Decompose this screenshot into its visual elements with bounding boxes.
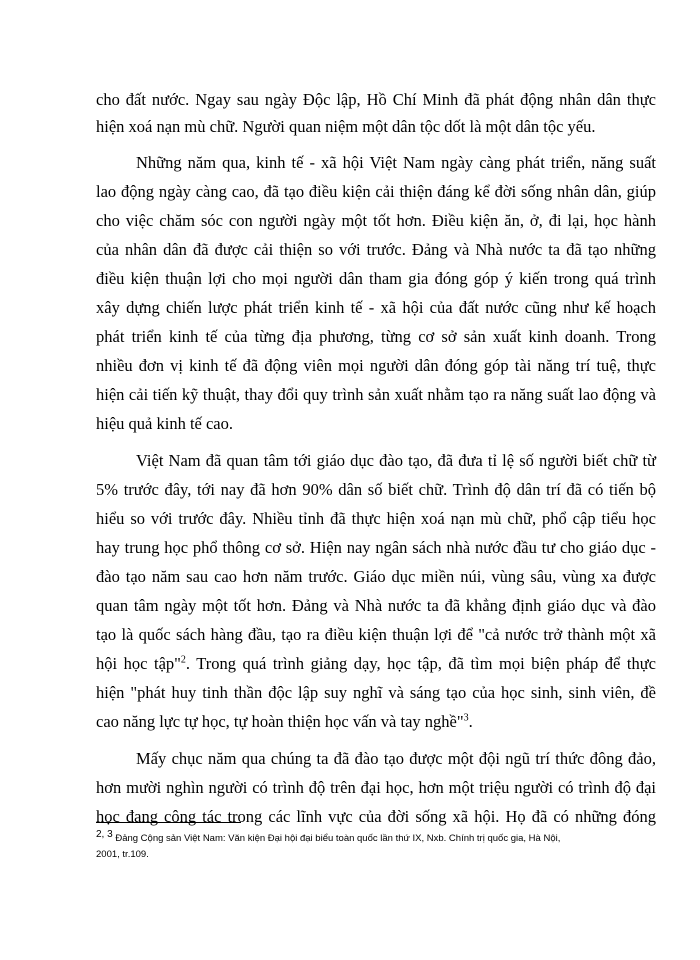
footnote-marks: 2, 3: [96, 828, 113, 840]
body-line: điều kiện thuận lợi cho mọi người dân tham gia đóng góp ý kiến trong quá trình: [96, 269, 656, 288]
body-line-part: .: [468, 712, 473, 731]
body-line: lao động ngày càng cao, đã tạo điều kiện cải thiện đáng kể đời sống nhân dân, giúp: [96, 182, 656, 201]
body-line: hơn mười nghìn người có trình độ trên đại học, hơn một triệu người có trình độ đại: [96, 778, 656, 797]
body-line: xây dựng chiến lược phát triển kinh tế - xã hội của đất nước cũng như kế hoạch: [96, 298, 656, 317]
footnote-divider: [96, 822, 241, 823]
body-line: hiện cải tiến kỹ thuật, thay đổi quy trình sản xuất nhằm tạo ra năng suất lao động và: [96, 385, 656, 404]
body-line: hiện xoá nạn mù chữ. Người quan niệm một dân tộc dốt là một dân tộc yếu.: [96, 117, 596, 136]
body-line: hiểu so với trước đây. Nhiều tỉnh đã thực hiện xoá nạn mù chữ, phổ cập tiểu học: [96, 509, 656, 528]
body-line: tạo là quốc sách hàng đầu, tạo ra điều kiện thuận lợi để "cả nước trở thành một xã: [96, 625, 656, 644]
body-line: 5% trước đây, tới nay đã hơn 90% dân số biết chữ. Trình độ dân trí đã có tiến bộ: [96, 480, 656, 499]
footnote-text: Đảng Cộng sản Việt Nam: Văn kiện Đại hội đại biểu toàn quốc lần thứ IX, Nxb. Chính trị quốc gia, Hà Nội,: [115, 833, 561, 844]
body-line-part: hội học tập": [96, 654, 181, 673]
footnote-line: [96, 828, 656, 845]
footnote-ref: 2: [180, 654, 186, 666]
body-line: Mấy chục năm qua chúng ta đã đào tạo được một đội ngũ trí thức đông đảo,: [136, 749, 656, 768]
body-line-part: cao năng lực tự học, tự hoàn thiện học vấn và tay nghề": [96, 712, 464, 731]
footnote-line: 2001, tr.109.: [96, 849, 149, 860]
body-line: [96, 654, 656, 674]
body-line: đào tạo năm sau cao hơn năm trước. Giáo dục miền núi, vùng sâu, vùng xa được: [96, 567, 656, 586]
body-line: nhiều đơn vị kinh tế đã động viên mọi người dân đóng góp tài năng trí tuệ, thực: [96, 356, 656, 375]
body-line: [96, 712, 656, 732]
body-line: học đang công tác trong các lĩnh vực của đời sống xã hội. Họ đã có những đóng: [96, 807, 656, 826]
body-line: phát triển kinh tế của từng địa phương, từng cơ sở sản xuất kinh doanh. Trong: [96, 327, 656, 346]
body-line: hiệu quả kinh tế cao.: [96, 414, 233, 433]
body-line: quan tâm ngày một tốt hơn. Đảng và Nhà nước ta đã khẳng định giáo dục và đào: [96, 596, 656, 615]
body-line: Việt Nam đã quan tâm tới giáo dục đào tạo, đã đưa tỉ lệ số người biết chữ từ: [136, 451, 656, 470]
body-line-part: . Trong quá trình giảng dạy, học tập, đã tìm mọi biện pháp để thực: [185, 654, 656, 673]
body-line: cho việc chăm sóc con người ngày một tốt hơn. Điều kiện ăn, ở, đi lại, học hành: [96, 211, 656, 230]
body-line: của nhân dân đã được cải thiện so với trước. Đảng và Nhà nước ta đã tạo những: [96, 240, 656, 259]
body-line: hay trung học phổ thông cơ sở. Hiện nay ngân sách nhà nước đầu tư cho giáo dục -: [96, 538, 656, 557]
body-line: hiện "phát huy tinh thần độc lập suy nghĩ và sáng tạo của học sinh, sinh viên, đề: [96, 683, 656, 702]
body-line: cho đất nước. Ngay sau ngày Độc lập, Hồ Chí Minh đã phát động nhân dân thực: [96, 90, 656, 109]
body-line: Những năm qua, kinh tế - xã hội Việt Nam ngày càng phát triển, năng suất: [136, 153, 656, 172]
footnote-ref: 3: [463, 712, 469, 724]
